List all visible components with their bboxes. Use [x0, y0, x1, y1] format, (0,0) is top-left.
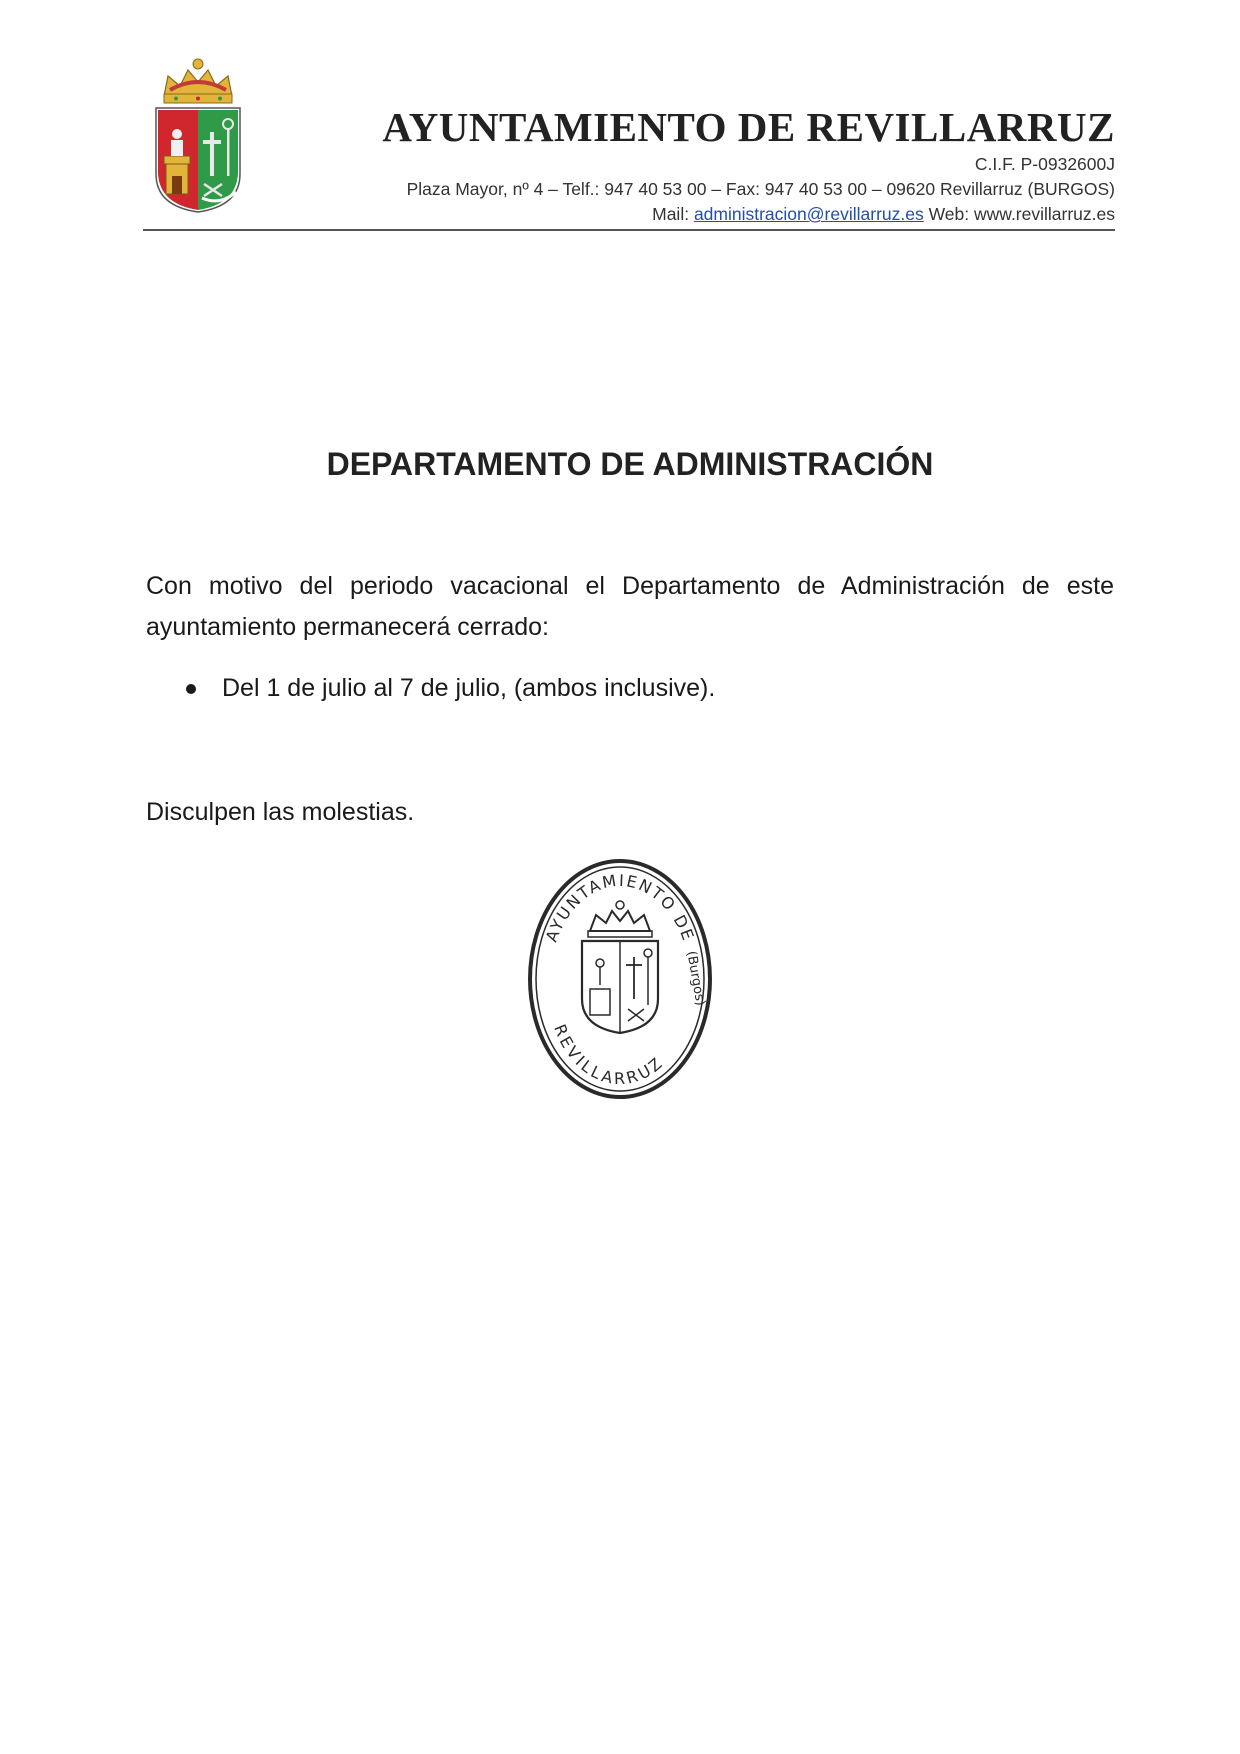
stamp-province-text: (Burgos) [683, 949, 708, 1007]
mail-label: Mail: [652, 204, 694, 224]
coat-of-arms-icon [150, 56, 246, 216]
web-label: Web: [923, 204, 974, 224]
header-divider [143, 229, 1115, 231]
website-text: www.revillarruz.es [974, 204, 1115, 224]
contact-line [652, 204, 1115, 225]
official-stamp [520, 849, 720, 1099]
notice-paragraph: Con motivo del periodo vacacional el Departamento de Administración de este ayuntamiento permanecerá cerrado: [146, 572, 1114, 641]
closing-text: Disculpen las molestias. [146, 798, 415, 826]
organization-title: AYUNTAMIENTO DE REVILLARRUZ [382, 104, 1115, 150]
closure-dates-list [146, 668, 715, 708]
email-link[interactable]: administracion@revillarruz.es [693, 204, 924, 224]
bullet-icon [186, 684, 196, 694]
list-item-text: Del 1 de julio al 7 de julio, (ambos inclusive). [222, 674, 716, 702]
address-line: Plaza Mayor, nº 4 – Telf.: 947 40 53 00 – Fax: 947 40 53 00 – 09620 Revillarruz (BURGOS) [406, 179, 1115, 199]
tax-id: C.I.F. P-0932600J [974, 154, 1115, 174]
stamp-top-text: AYUNTAMIENTO DE [541, 870, 699, 945]
notice-heading: DEPARTAMENTO DE ADMINISTRACIÓN [326, 446, 934, 482]
list-item [146, 668, 715, 708]
stamp-bottom-text: REVILLARRUZ [550, 1021, 668, 1089]
